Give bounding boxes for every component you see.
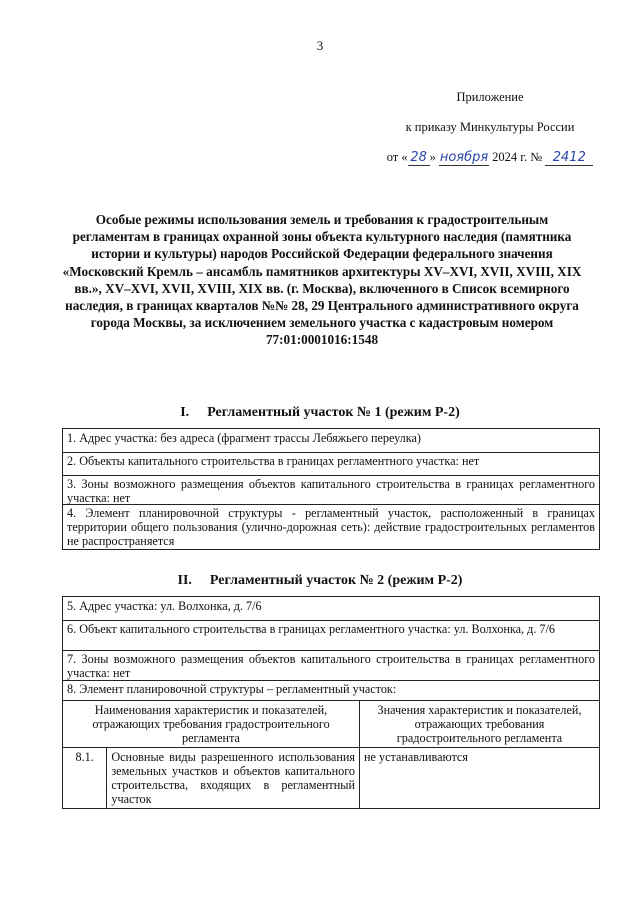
appendix-date-line <box>380 150 600 166</box>
table-row-value: не устанавливаются <box>360 748 600 809</box>
date-year: 2024 г. № <box>492 150 543 164</box>
table-header-characteristics: Наименования характеристик и показателей, отражающих требования градостроительного регламента <box>63 701 360 748</box>
handwritten-day: 28 <box>408 150 430 166</box>
section-2-title: Регламентный участок № 2 (режим Р-2) <box>209 573 463 588</box>
section-2-item-6: 6. Объект капитального строительства в границах регламентного участка: ул. Волхонка, д. 7/6 <box>62 620 600 651</box>
page-number: 3 <box>316 38 324 53</box>
regulation-table <box>62 700 600 809</box>
date-prefix: от « <box>386 150 408 164</box>
section-1-item-4: 4. Элемент планировочной структуры - регламентный участок, расположенный в границах территории общего пользования (улично-дорожная сеть): действие градостроительных регламентов не распространяется <box>62 504 600 550</box>
handwritten-order-number: 2412 <box>545 150 593 166</box>
section-2-heading <box>0 573 640 589</box>
appendix-order-ref: к приказу Минкультуры России <box>405 120 575 134</box>
section-1-item-3: 3. Зоны возможного размещения объектов капитального строительства в границах регламентного участка: нет <box>62 475 600 505</box>
document-title: Особые режимы использования земель и требования к градостроительным регламентам в границах охранной зоны объекта культурного наследия (памятника истории и культуры) народов Российской Федерации федерального значения «Московский Кремль – ансамбль памятников архитектуры XV–XVI, XVII, XVIII, XIX вв.», XV–XVI, XVII, XVIII, XIX вв. (г. Москва), включенного в Список всемирного наследия, в границах кварталов №№ 28, 29 Центрального административного округа города Москвы, за исключением земельного участка с кадастровым номером 77:01:0001016:1548 <box>62 212 582 348</box>
section-1-title: Регламентный участок № 1 (режим Р-2) <box>207 405 460 420</box>
section-2-item-8: 8. Элемент планировочной структуры – регламентный участок: <box>62 680 600 701</box>
table-row <box>63 748 600 809</box>
section-1-number: I. <box>180 405 190 420</box>
section-2-item-7: 7. Зоны возможного размещения объектов капитального строительства в границах регламентного участка: нет <box>62 650 600 681</box>
table-row-name: Основные виды разрешенного использования земельных участков и объектов капитального строительства, входящих в регламентный участок <box>107 748 360 809</box>
section-1-item-1: 1. Адрес участка: без адреса (фрагмент трассы Лебяжьего переулка) <box>62 428 600 453</box>
date-quote-close: » <box>429 150 436 164</box>
appendix-label: Приложение <box>456 90 524 104</box>
table-row-index: 8.1. <box>63 748 107 809</box>
section-2-number: II. <box>177 573 192 588</box>
handwritten-month: ноября <box>439 150 489 165</box>
table-header-values: Значения характеристик и показателей, отражающих требования градостроительного регламента <box>360 701 600 748</box>
table-header-row <box>63 701 600 748</box>
section-1-item-2: 2. Объекты капитального строительства в границах регламентного участка: нет <box>62 452 600 476</box>
section-1-heading <box>0 405 640 421</box>
section-2-item-5: 5. Адрес участка: ул. Волхонка, д. 7/6 <box>62 596 600 621</box>
